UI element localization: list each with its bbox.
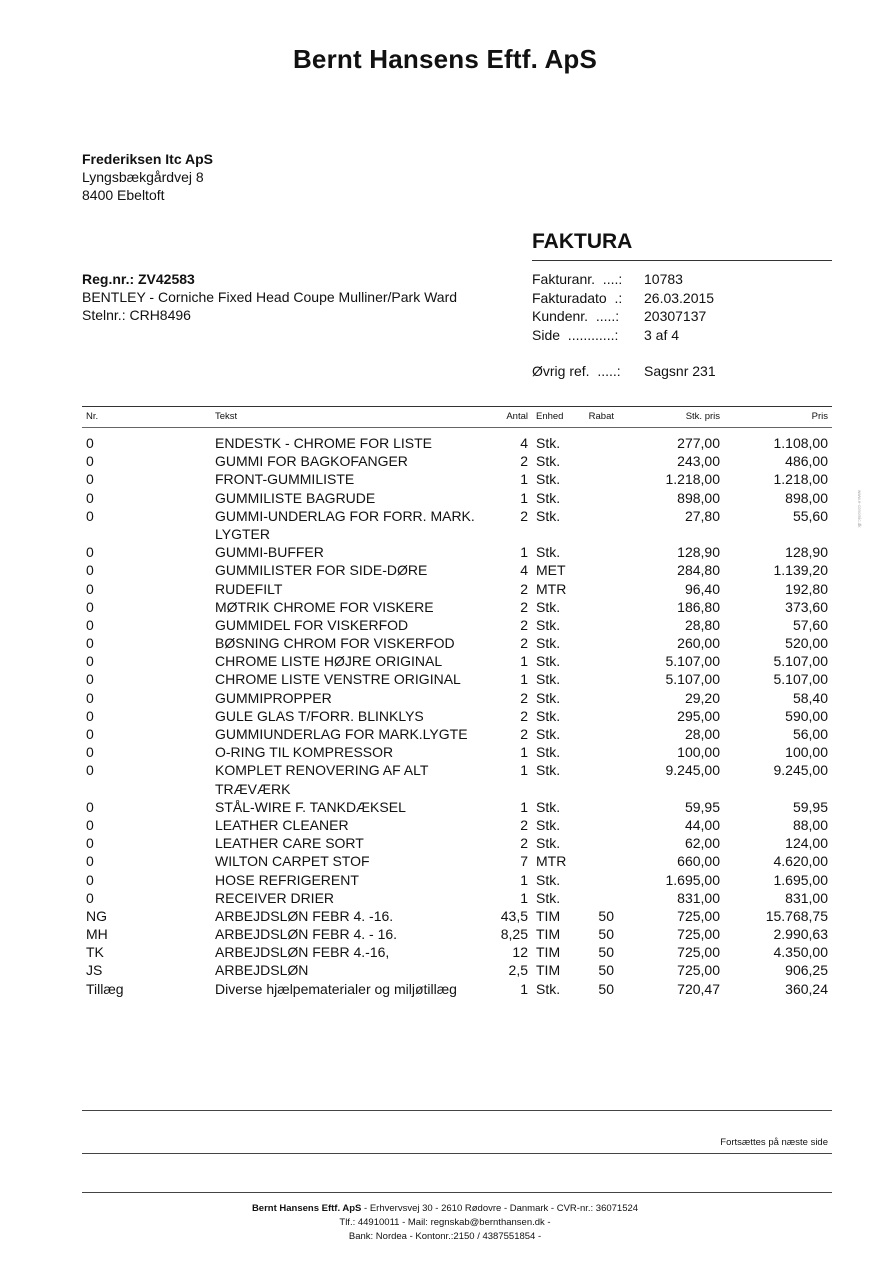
line-antal: 1 <box>520 871 528 888</box>
meta-value: Sagsnr 231 <box>644 363 716 379</box>
table-row <box>82 452 832 470</box>
continues-note: Fortsættes på næste side <box>720 1137 828 1148</box>
line-tekst: GUMMILISTER FOR SIDE-DØRE <box>215 562 428 579</box>
table-row <box>82 725 832 743</box>
line-enhed: Stk. <box>536 889 561 906</box>
footer-line-3: Bank: Nordea - Kontonr.:2150 / 4387551854 - <box>348 1231 542 1242</box>
line-pris: 15.768,75 <box>765 907 828 924</box>
line-nr: 0 <box>86 653 94 670</box>
line-tekst: RECEIVER DRIER <box>215 889 335 906</box>
line-enhed: Stk. <box>536 835 561 852</box>
line-pris: 58,40 <box>792 689 828 706</box>
line-stk-pris: 725,00 <box>677 907 720 924</box>
line-tekst: HOSE REFRIGERENT <box>215 871 359 888</box>
recipient-city: 8400 Ebeltoft <box>82 187 165 203</box>
line-antal: 1 <box>520 798 528 815</box>
line-enhed: TIM <box>536 962 561 979</box>
table-row <box>82 616 832 634</box>
table-row <box>82 907 832 925</box>
line-tekst: CHROME LISTE HØJRE ORIGINAL <box>215 653 443 670</box>
line-stk-pris: 260,00 <box>677 635 720 652</box>
table-row <box>82 925 832 943</box>
line-stk-pris: 96,40 <box>684 580 720 597</box>
line-nr: 0 <box>86 453 94 470</box>
line-pris: 1.108,00 <box>773 435 828 451</box>
line-nr: 0 <box>86 744 94 761</box>
line-antal: 1 <box>520 744 528 761</box>
line-pris: 100,00 <box>785 744 828 761</box>
line-enhed: Stk. <box>536 744 561 761</box>
table-row <box>82 798 832 816</box>
table-header <box>82 411 832 425</box>
line-pris: 360,24 <box>785 980 828 997</box>
line-tekst: GUMMIUNDERLAG FOR MARK.LYGTE <box>215 726 468 743</box>
meta-row-side <box>532 326 716 345</box>
line-stk-pris: 128,90 <box>677 544 720 561</box>
line-pris: 9.245,00 <box>773 762 828 779</box>
line-pris: 898,00 <box>785 489 828 506</box>
table-row <box>82 543 832 561</box>
bottom-divider <box>82 1110 832 1111</box>
line-pris: 59,95 <box>792 798 828 815</box>
line-enhed: Stk. <box>536 453 561 470</box>
line-antal: 1 <box>520 544 528 561</box>
line-enhed: MTR <box>536 853 567 870</box>
line-stk-pris: 186,80 <box>677 598 720 615</box>
line-stk-pris: 284,80 <box>677 562 720 579</box>
line-enhed: Stk. <box>536 598 561 615</box>
meta-label: Kundenr. .....: <box>532 308 620 324</box>
line-stk-pris: 100,00 <box>677 744 720 761</box>
line-tekst: GULE GLAS T/FORR. BLINKLYS <box>215 707 424 724</box>
line-enhed: Stk. <box>536 616 561 633</box>
line-stk-pris: 62,00 <box>684 835 720 852</box>
recipient-address <box>82 150 213 204</box>
table-row <box>82 852 832 870</box>
line-stk-pris: 1.695,00 <box>665 871 720 888</box>
line-nr: 0 <box>86 798 94 815</box>
line-pris: 128,90 <box>785 544 828 561</box>
line-nr: 0 <box>86 889 94 906</box>
line-stk-pris: 831,00 <box>677 889 720 906</box>
line-enhed: Stk. <box>536 489 561 506</box>
meta-row-ref <box>532 362 716 381</box>
line-rabat: 50 <box>598 962 614 979</box>
line-enhed: Stk. <box>536 635 561 652</box>
line-enhed: Stk. <box>536 544 561 561</box>
line-stk-pris: 5.107,00 <box>665 653 720 670</box>
line-stk-pris: 720,47 <box>677 980 720 997</box>
line-nr: 0 <box>86 435 94 451</box>
line-tekst: CHROME LISTE VENSTRE ORIGINAL <box>215 671 461 688</box>
meta-label: Fakturanr. ....: <box>532 271 623 287</box>
side-watermark: www.e-conomic.dk <box>857 490 862 528</box>
table-row <box>82 961 832 979</box>
line-antal: 2 <box>520 835 528 852</box>
line-enhed: MTR <box>536 580 567 597</box>
line-nr: 0 <box>86 853 94 870</box>
line-stk-pris: 1.218,00 <box>665 471 720 488</box>
line-pris: 56,00 <box>792 726 828 743</box>
footer <box>0 1202 890 1244</box>
line-antal: 1 <box>520 980 528 997</box>
line-rabat: 50 <box>598 980 614 997</box>
vehicle-reg: Reg.nr.: ZV42583 <box>82 271 195 287</box>
line-enhed: TIM <box>536 907 561 924</box>
invoice-title-divider <box>532 260 832 261</box>
header-tekst: Tekst <box>215 411 238 422</box>
line-enhed: Stk. <box>536 798 561 815</box>
line-antal: 4 <box>520 562 528 579</box>
line-nr: 0 <box>86 616 94 633</box>
line-stk-pris: 27,80 <box>684 507 720 524</box>
line-pris: 486,00 <box>785 453 828 470</box>
header-nr: Nr. <box>86 411 99 422</box>
line-antal: 8,25 <box>500 926 528 943</box>
vehicle-model: BENTLEY - Corniche Fixed Head Coupe Mulliner/Park Ward <box>82 289 458 305</box>
table-row <box>82 743 832 761</box>
line-tekst: LEATHER CARE SORT <box>215 835 364 852</box>
table-row <box>82 561 832 579</box>
table-row <box>82 871 832 889</box>
table-row <box>82 889 832 907</box>
line-nr: 0 <box>86 671 94 688</box>
line-nr: 0 <box>86 635 94 652</box>
table-row <box>82 980 832 1016</box>
table-row <box>82 489 832 507</box>
line-tekst: ARBEJDSLØN FEBR 4. - 16. <box>215 926 398 943</box>
meta-value: 20307137 <box>644 308 707 324</box>
line-stk-pris: 660,00 <box>677 853 720 870</box>
meta-row-kundenr <box>532 307 716 326</box>
line-pris: 1.695,00 <box>773 871 828 888</box>
line-nr: 0 <box>86 726 94 743</box>
line-nr: 0 <box>86 707 94 724</box>
footer-company: Bernt Hansens Eftf. ApS <box>251 1203 362 1214</box>
line-pris: 88,00 <box>792 816 828 833</box>
line-tekst: MØTRIK CHROME FOR VISKERE <box>215 598 434 615</box>
meta-value: 10783 <box>644 271 683 287</box>
line-stk-pris: 725,00 <box>677 962 720 979</box>
line-antal: 1 <box>520 471 528 488</box>
header-antal: Antal <box>506 411 528 422</box>
line-pris: 831,00 <box>785 889 828 906</box>
line-tekst: WILTON CARPET STOF <box>215 853 370 870</box>
line-nr: 0 <box>86 598 94 615</box>
line-tekst: ENDESTK - CHROME FOR LISTE <box>215 435 433 451</box>
line-pris: 373,60 <box>785 598 828 615</box>
line-antal: 1 <box>520 489 528 506</box>
line-nr: 0 <box>86 762 94 779</box>
line-tekst: GUMMILISTE BAGRUDE <box>215 489 376 506</box>
line-enhed: Stk. <box>536 671 561 688</box>
line-antal: 2 <box>520 707 528 724</box>
line-nr: 0 <box>86 835 94 852</box>
line-antal: 1 <box>520 653 528 670</box>
invoice-title: FAKTURA <box>532 230 633 253</box>
line-stk-pris: 59,95 <box>684 798 720 815</box>
line-antal: 2 <box>520 580 528 597</box>
recipient-street: Lyngsbækgårdvej 8 <box>82 169 204 185</box>
bottom-divider <box>82 1153 832 1154</box>
footer-divider <box>82 1192 832 1193</box>
line-stk-pris: 295,00 <box>677 707 720 724</box>
meta-value: 3 af 4 <box>644 326 680 343</box>
line-pris: 2.990,63 <box>773 926 828 943</box>
line-stk-pris: 29,20 <box>684 689 720 706</box>
line-stk-pris: 44,00 <box>684 816 720 833</box>
line-nr: 0 <box>86 689 94 706</box>
header-enhed: Enhed <box>536 411 564 422</box>
line-enhed: Stk. <box>536 435 561 451</box>
line-antal: 2 <box>520 689 528 706</box>
line-antal: 12 <box>512 944 528 961</box>
line-stk-pris: 243,00 <box>677 453 720 470</box>
footer-line-1 <box>0 1202 890 1216</box>
line-nr: 0 <box>86 471 94 488</box>
line-stk-pris: 5.107,00 <box>665 671 720 688</box>
line-antal: 2 <box>520 598 528 615</box>
table-row <box>82 434 832 452</box>
line-enhed: Stk. <box>536 471 561 488</box>
line-tekst: LEATHER CLEANER <box>215 816 349 833</box>
line-antal: 43,5 <box>500 907 528 924</box>
line-enhed: MET <box>536 562 566 579</box>
table-row <box>82 761 832 797</box>
line-nr: 0 <box>86 871 94 888</box>
table-row <box>82 707 832 725</box>
line-tekst: ARBEJDSLØN FEBR 4.-16, <box>215 944 390 961</box>
line-enhed: Stk. <box>536 726 561 743</box>
line-nr: 0 <box>86 489 94 506</box>
line-antal: 2,5 <box>508 962 528 979</box>
line-antal: 2 <box>520 507 528 524</box>
line-stk-pris: 898,00 <box>677 489 720 506</box>
line-stk-pris: 28,80 <box>684 616 720 633</box>
line-tekst: RUDEFILT <box>215 580 283 597</box>
line-enhed: Stk. <box>536 871 561 888</box>
line-nr: 0 <box>86 816 94 833</box>
line-pris: 192,80 <box>785 580 828 597</box>
company-title: Bernt Hansens Eftf. ApS <box>292 44 598 74</box>
header-stk-pris: Stk. pris <box>685 411 720 422</box>
line-tekst: GUMMI-UNDERLAG FOR FORR. MARK. LYGTER <box>215 507 475 542</box>
invoice-lines <box>82 434 832 1016</box>
line-nr: 0 <box>86 562 94 579</box>
line-nr: 0 <box>86 580 94 597</box>
line-pris: 5.107,00 <box>773 653 828 670</box>
table-row <box>82 470 832 488</box>
line-pris: 1.218,00 <box>773 471 828 488</box>
line-rabat: 50 <box>598 907 614 924</box>
line-stk-pris: 277,00 <box>677 435 720 451</box>
line-pris: 4.350,00 <box>773 944 828 961</box>
line-nr: JS <box>86 962 103 979</box>
line-antal: 2 <box>520 616 528 633</box>
line-tekst: BØSNING CHROM FOR VISKERFOD <box>215 635 455 652</box>
line-tekst: GUMMI FOR BAGKOFANGER <box>215 453 408 470</box>
recipient-name: Frederiksen Itc ApS <box>82 151 213 167</box>
line-nr: MH <box>86 926 108 943</box>
line-tekst: GUMMIDEL FOR VISKERFOD <box>215 616 409 633</box>
line-antal: 1 <box>520 762 528 779</box>
line-pris: 55,60 <box>792 507 828 524</box>
line-tekst: STÅL-WIRE F. TANKDÆKSEL <box>215 798 406 815</box>
line-nr: TK <box>86 944 104 961</box>
line-stk-pris: 725,00 <box>677 926 720 943</box>
line-enhed: Stk. <box>536 689 561 706</box>
table-top-divider <box>82 406 832 407</box>
table-header-divider <box>82 427 832 428</box>
meta-label: Side ............: <box>532 326 619 343</box>
table-row <box>82 652 832 670</box>
line-pris: 1.139,20 <box>773 562 828 579</box>
line-stk-pris: 9.245,00 <box>665 762 720 779</box>
line-enhed: TIM <box>536 926 561 943</box>
line-pris: 124,00 <box>785 835 828 852</box>
line-pris: 57,60 <box>792 616 828 633</box>
line-nr: 0 <box>86 544 94 561</box>
table-row <box>82 816 832 834</box>
vehicle-info <box>82 270 457 324</box>
line-rabat: 50 <box>598 926 614 943</box>
line-antal: 1 <box>520 671 528 688</box>
meta-row-fakturadato <box>532 289 716 308</box>
line-pris: 590,00 <box>785 707 828 724</box>
line-antal: 4 <box>520 435 528 451</box>
line-rabat: 50 <box>598 944 614 961</box>
line-nr: Tillæg <box>86 980 124 997</box>
line-antal: 2 <box>520 816 528 833</box>
line-tekst: GUMMIPROPPER <box>215 689 332 706</box>
line-antal: 7 <box>520 853 528 870</box>
line-pris: 4.620,00 <box>773 853 828 870</box>
line-tekst: O-RING TIL KOMPRESSOR <box>215 744 394 761</box>
header-pris: Pris <box>811 411 828 422</box>
line-pris: 520,00 <box>785 635 828 652</box>
meta-value: 26.03.2015 <box>644 289 715 306</box>
table-row <box>82 598 832 616</box>
line-nr: 0 <box>86 507 94 524</box>
line-tekst: ARBEJDSLØN FEBR 4. -16. <box>215 907 394 924</box>
line-stk-pris: 725,00 <box>677 944 720 961</box>
line-stk-pris: 28,00 <box>684 726 720 743</box>
line-enhed: Stk. <box>536 507 561 524</box>
meta-label: Øvrig ref. .....: <box>532 363 621 379</box>
line-antal: 2 <box>520 726 528 743</box>
footer-line-2: Tlf.: 44910011 - Mail: regnskab@bernthansen.dk - <box>339 1217 551 1228</box>
header-rabat: Rabat <box>588 411 614 422</box>
line-tekst: ARBEJDSLØN <box>215 962 309 979</box>
table-row <box>82 634 832 652</box>
line-enhed: Stk. <box>536 762 561 779</box>
line-antal: 2 <box>520 453 528 470</box>
line-enhed: Stk. <box>536 816 561 833</box>
line-enhed: Stk. <box>536 707 561 724</box>
table-row <box>82 507 832 543</box>
meta-label: Fakturadato .: <box>532 289 623 306</box>
line-enhed: Stk. <box>536 980 561 997</box>
line-tekst: FRONT-GUMMILISTE <box>215 471 355 488</box>
line-nr: NG <box>86 907 107 924</box>
line-tekst: GUMMI-BUFFER <box>215 544 324 561</box>
line-enhed: TIM <box>536 944 561 961</box>
invoice-meta <box>532 270 716 381</box>
line-pris: 906,25 <box>785 962 828 979</box>
table-row <box>82 670 832 688</box>
table-row <box>82 580 832 598</box>
line-pris: 5.107,00 <box>773 671 828 688</box>
line-antal: 1 <box>520 889 528 906</box>
line-tekst: KOMPLET RENOVERING AF ALT TRÆVÆRK <box>215 762 429 797</box>
line-tekst: Diverse hjælpematerialer og miljøtillæg <box>215 980 457 997</box>
meta-row-fakturanr <box>532 270 716 289</box>
vehicle-stelnr: Stelnr.: CRH8496 <box>82 307 191 323</box>
table-row <box>82 943 832 961</box>
table-row <box>82 689 832 707</box>
line-antal: 2 <box>520 635 528 652</box>
footer-address: - Erhvervsvej 30 - 2610 Rødovre - Danmark - CVR-nr.: 36071524 <box>361 1203 639 1214</box>
table-row <box>82 834 832 852</box>
line-enhed: Stk. <box>536 653 561 670</box>
